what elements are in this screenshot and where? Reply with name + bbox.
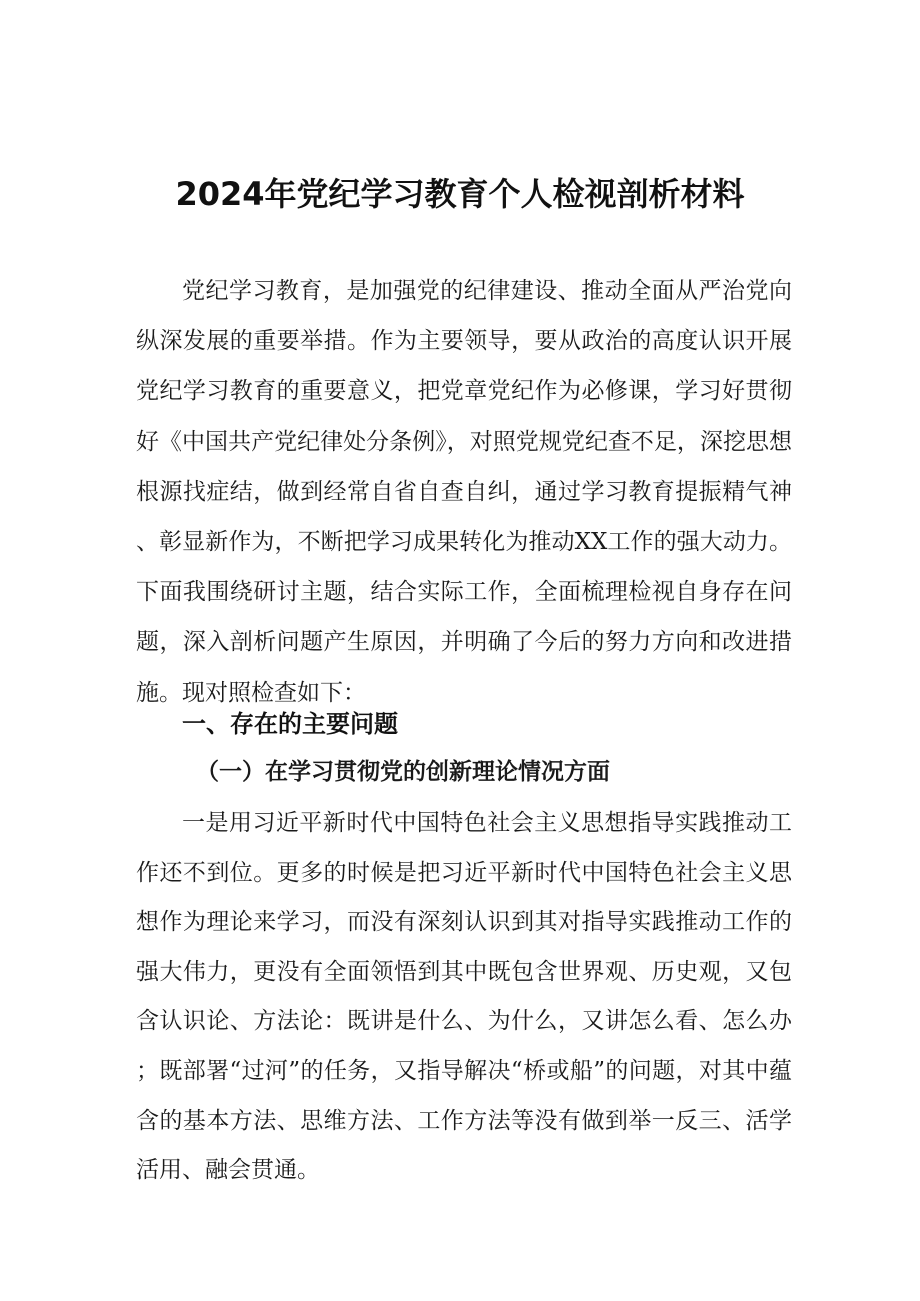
intro-paragraph: 党纪学习教育，是加强党的纪律建设、推动全面从严治党向纵深发展的重要举措。作为主要领导，要从政治的高度认识开展党纪学习教育的重要意义，把党章党纪作为必修课，学习好贯彻好《中国共产党纪律处分条例》，对照党规党纪查不足，深挖思想根源找症结，做到经常自省自查自纠，通过学习教育提振精气神、彰显新作为，不断把学习成果转化为推动XX工作的强大动力。下面我围绕研讨主题，结合实际工作，全面梳理检视自身存在问题，深入剖析问题产生原因，并明确了今后的努力方向和改进措施。现对照检查如下： — [136, 278, 792, 706]
body-paragraph: 一是用习近平新时代中国特色社会主义思想指导实践推动工作还不到位。更多的时候是把习近平新时代中国特色社会主义思想作为理论来学习，而没有深刻认识到其对指导实践推动工作的强大伟力，更没有全面领悟到其中既包含世界观、历史观，又包含认识论、方法论：既讲是什么、为什么，又讲怎么看、怎么办；既部署“过河”的任务，又指导解决“桥或船”的问题，对其中蕴含的基本方法、思维方法、工作方法等没有做到举一反三、活学活用、融会贯通。 — [136, 810, 792, 1184]
subsection-heading: （一）在学习贯彻党的创新理论情况方面 — [196, 758, 610, 785]
document-title: 2024年党纪学习教育个人检视剖析材料 — [175, 175, 745, 213]
section-heading: 一、存在的主要问题 — [182, 710, 398, 738]
